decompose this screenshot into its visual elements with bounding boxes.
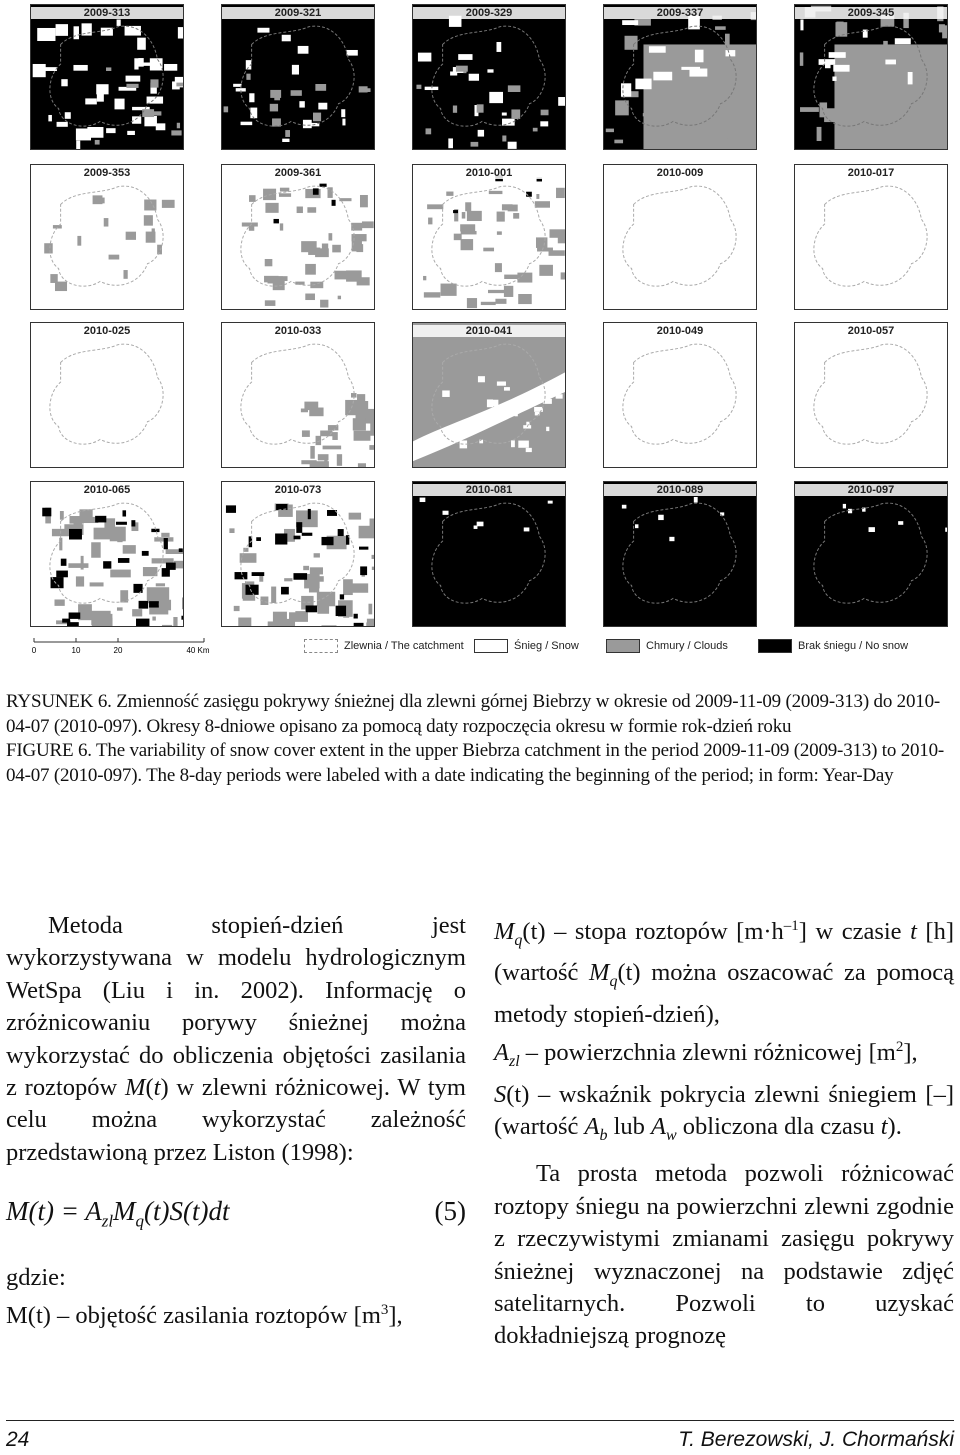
map-raster — [222, 5, 374, 149]
map-raster — [31, 323, 183, 467]
map-raster — [222, 323, 374, 467]
map-panel-label: 2010-033 — [222, 325, 374, 337]
legend-snow-swatch — [474, 639, 508, 653]
map-raster — [795, 165, 947, 309]
map-panel-2010-057 — [794, 322, 948, 468]
map-panel-label: 2010-065 — [31, 484, 183, 496]
map-panel-2010-033 — [221, 322, 375, 468]
legend-no-snow-swatch — [758, 639, 792, 653]
map-raster — [604, 165, 756, 309]
definition-Azl: $A_{zl}$ – powierzchnia zlewni różnicowej $[m^2]$, — [494, 1039, 918, 1071]
legend-clouds — [606, 638, 728, 654]
paragraph-method: Metoda stopień-dzień jest wykorzystywana w modelu hydrologicznym WetSpa (Liu i in. 2002). Informację o zróżnicowaniu porywy śnieżnej można wykorzystać do obliczenia objętości zasilania z roztopów M(t) w zlewni różnicowej. W tym celu można wykorzystać zależność przedstawioną przez Liston (1998): — [6, 912, 466, 1166]
map-panel-2009-313 — [30, 4, 184, 150]
scale-tick-0: 0 — [32, 646, 37, 655]
map-panel-label: 2010-057 — [795, 325, 947, 337]
map-raster — [413, 165, 565, 309]
legend-catchment-swatch — [304, 639, 338, 653]
legend-no-snow — [758, 638, 908, 654]
map-panel-2010-025 — [30, 322, 184, 468]
scale-tick-40: 40 Km — [186, 646, 210, 655]
legend-snow — [474, 638, 579, 654]
map-panel-2010-081 — [412, 481, 566, 627]
map-panel-2009-329 — [412, 4, 566, 150]
legend-catchment-label: Zlewnia / The catchment — [344, 640, 464, 652]
map-raster — [413, 482, 565, 626]
map-panel-label: 2010-041 — [413, 325, 565, 337]
map-panel-label: 2010-009 — [604, 167, 756, 179]
map-panel-label: 2009-329 — [413, 7, 565, 19]
legend-snow-label: Śnieg / Snow — [514, 640, 579, 652]
scale-tick-10: 10 — [71, 646, 81, 655]
map-raster — [604, 482, 756, 626]
running-authors: T. Berezowski, J. Chormański — [678, 1428, 954, 1451]
map-panel-label: 2010-073 — [222, 484, 374, 496]
map-panel-label: 2009-353 — [31, 167, 183, 179]
map-panel-label: 2009-313 — [31, 7, 183, 19]
snow-cover-figure — [22, 0, 938, 662]
page-number: 24 — [6, 1428, 30, 1451]
equation-body: $M(t) = A_{zl}M_q(t)S(t)dt$ — [6, 1196, 230, 1231]
caption-english: FIGURE 6. The variability of snow cover extent in the upper Biebrza catchment in the period 2009-11-09 (2009-313) to 2010-04-07 (2010-097). The 8-day periods were labeled with a date indicating the beginning of the period; in form: Year-Day — [6, 740, 945, 786]
map-panel-2010-073 — [221, 481, 375, 627]
scale-tick-20: 20 — [113, 646, 123, 655]
map-raster — [31, 165, 183, 309]
definition-Mq: $M_q(t)$ – stopa roztopów $[m\cdot h^{-1}]$ w czasie t [h] (wartość $M_q(t)$ można oszacować za pomocą metody stopień-dzień), — [494, 918, 954, 1028]
map-panel-2009-353 — [30, 164, 184, 310]
map-raster — [31, 482, 183, 626]
figure-caption — [6, 690, 956, 788]
where-label: gdzie: — [6, 1264, 66, 1292]
definition-M: M(t) – objętość zasilania roztopów $[m^3]$, — [6, 1302, 403, 1330]
map-panel-label: 2009-361 — [222, 167, 374, 179]
map-panel-2010-065 — [30, 481, 184, 627]
map-panel-label: 2009-345 — [795, 7, 947, 19]
map-panel-label: 2009-321 — [222, 7, 374, 19]
map-panel-label: 2010-001 — [413, 167, 565, 179]
scale-bar — [32, 632, 212, 658]
map-raster — [795, 482, 947, 626]
map-panel-2009-337 — [603, 4, 757, 150]
map-panel-2009-345 — [794, 4, 948, 150]
legend-clouds-swatch — [606, 639, 640, 653]
text-column-left — [6, 910, 466, 1333]
map-panel-2010-089 — [603, 481, 757, 627]
map-panel-2010-009 — [603, 164, 757, 310]
equation-number: (5) — [434, 1196, 466, 1227]
map-raster — [413, 323, 565, 467]
legend-clouds-label: Chmury / Clouds — [646, 640, 728, 652]
legend-no-snow-label: Brak śniegu / No snow — [798, 640, 909, 652]
map-panel-2009-321 — [221, 4, 375, 150]
map-panel-label: 2009-337 — [604, 7, 756, 19]
map-panel-label: 2010-049 — [604, 325, 756, 337]
map-panel-2010-049 — [603, 322, 757, 468]
map-panel-2010-097 — [794, 481, 948, 627]
map-panel-label: 2010-017 — [795, 167, 947, 179]
footer-rule — [6, 1420, 954, 1421]
map-panel-2009-361 — [221, 164, 375, 310]
map-panel-label: 2010-081 — [413, 484, 565, 496]
map-raster — [604, 5, 756, 149]
map-raster — [795, 323, 947, 467]
map-raster — [222, 482, 374, 626]
map-raster — [795, 5, 947, 149]
text-column-right — [494, 910, 954, 1353]
map-panel-2010-041 — [412, 322, 566, 468]
map-panel-label: 2010-097 — [795, 484, 947, 496]
paragraph-conclusion: Ta prosta metoda pozwoli różnicować roztopy śniegu na powierzchni zlewni zgodnie z rzeczywistymi zmianami zasięgu pokrywy śnieżnej wyznaczonej na podstawie zdjęć satelitarnych. Pozwoli to uzyskać dokładniejszą prognozę — [494, 1160, 954, 1350]
legend-catchment — [304, 638, 464, 654]
map-raster — [31, 5, 183, 149]
map-raster — [604, 323, 756, 467]
map-panel-2010-001 — [412, 164, 566, 310]
definition-S: S(t) – wskaźnik pokrycia zlewni śniegiem [–] (wartość $A_b$ lub $A_w$ obliczona dla czasu t). — [494, 1080, 954, 1144]
caption-polish: RYSUNEK 6. Zmienność zasięgu pokrywy śnieżnej dla zlewni górnej Biebrzy w okresie od 2009-11-09 (2009-313) do 2010-04-07 (2010-097). Okresy 8-dniowe opisano za pomocą daty rozpoczęcia okresu w formie rok-dzień roku — [6, 691, 941, 737]
map-panel-label: 2010-089 — [604, 484, 756, 496]
map-raster — [222, 165, 374, 309]
map-raster — [413, 5, 565, 149]
map-panel-label: 2010-025 — [31, 325, 183, 337]
equation-5 — [6, 1195, 466, 1238]
map-panel-2010-017 — [794, 164, 948, 310]
